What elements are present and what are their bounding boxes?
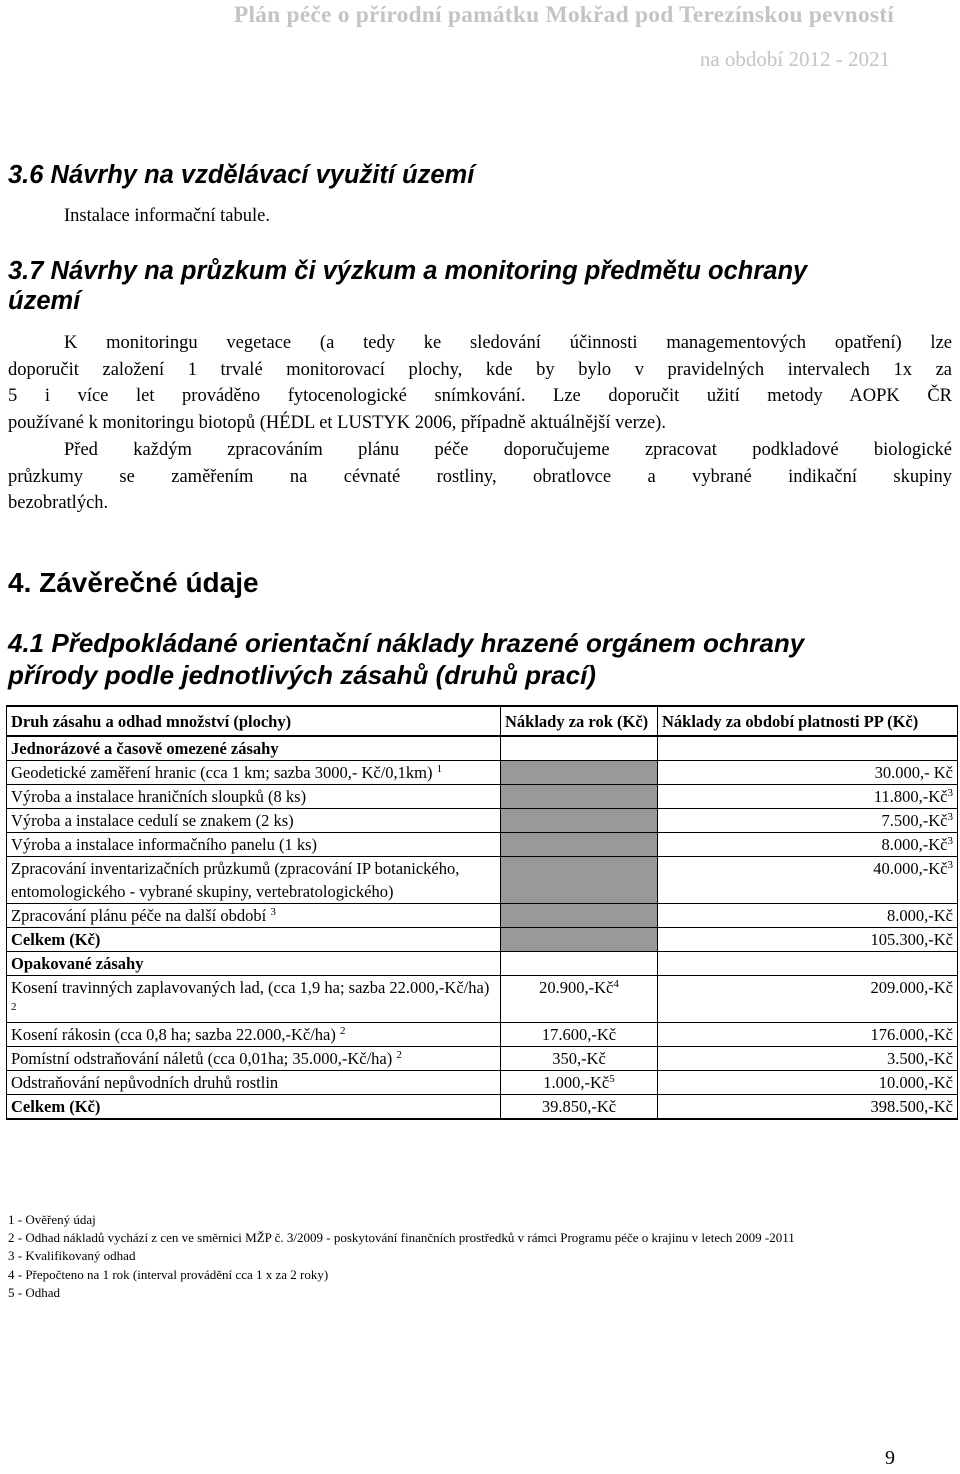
- period-cost: 176.000,-Kč: [870, 1025, 953, 1044]
- activity-name: Výroba a instalace hraničních sloupků (8 ks): [11, 787, 307, 806]
- table-row: [7, 809, 958, 833]
- footnote-ref: 3: [947, 787, 953, 799]
- annual-cost-cell: [501, 1071, 658, 1095]
- page-number: 9: [885, 1447, 895, 1469]
- table-row: [7, 833, 958, 857]
- period-cost-cell: [658, 1047, 958, 1071]
- footnote-ref: 3: [947, 835, 953, 847]
- table-total-row: [7, 928, 958, 952]
- table-row: [7, 1071, 958, 1095]
- activity-name: Kosení travinných zaplavovaných lad, (cca 1,9 ha; sazba 22.000,-Kč/ha): [11, 978, 490, 997]
- footnote-ref: 4: [613, 978, 619, 990]
- footnote-ref: 3: [947, 859, 953, 871]
- annual-cost: 350,-Kč: [552, 1049, 606, 1068]
- group-title: Opakované zásahy: [7, 952, 501, 976]
- activity-name: Pomístní odstraňování náletů (cca 0,01ha; 35.000,-Kč/ha): [11, 1049, 393, 1068]
- paragraph-line: 5 i více let prováděno fytocenologické snímkování. Lze doporučit užití metody AOPK ČR: [8, 386, 952, 406]
- annual-cost: 17.600,-Kč: [541, 1025, 617, 1044]
- activity-cell: [7, 761, 501, 785]
- total-annual-cost: 39.850,-Kč: [501, 1095, 658, 1120]
- period-cost-cell: [658, 1071, 958, 1095]
- period-cost: 30.000,- Kč: [874, 763, 953, 782]
- activity-name: Kosení rákosin (cca 0,8 ha; sazba 22.000,-Kč/ha): [11, 1025, 336, 1044]
- activity-name: Výroba a instalace informačního panelu (1 ks): [11, 835, 318, 854]
- activity-cell: [7, 785, 501, 809]
- section-3-7-paragraph-2: [8, 437, 952, 517]
- activity-cell: [7, 1023, 501, 1047]
- paragraph-line: používané k monitoringu biotopů (HÉDL et LUSTYK 2006, případně aktuálnější verze).: [8, 412, 666, 433]
- footnote-ref: 1: [436, 763, 443, 775]
- document-header-title: Plán péče o přírodní památku Mokřad pod Terezínskou pevností: [233, 2, 894, 28]
- annual-cost-cell-na: [501, 928, 658, 952]
- period-cost: 11.800,-Kč: [873, 787, 948, 806]
- annual-cost-cell-na: [501, 857, 658, 904]
- annual-cost-cell-na: [501, 904, 658, 928]
- section-3-7-heading-line2: území: [8, 287, 81, 315]
- period-cost-cell: [658, 761, 958, 785]
- footnote-ref: 2: [339, 1025, 346, 1037]
- table-cell-empty: [501, 952, 658, 976]
- column-header-activity: Druh zásahu a odhad množství (plochy): [7, 706, 501, 736]
- footnote: 4 - Přepočteno na 1 rok (interval provádění cca 1 x za 2 roky): [8, 1266, 329, 1282]
- table-row: [7, 1023, 958, 1047]
- footnote: 2 - Odhad nákladů vychází z cen ve směrnici MŽP č. 3/2009 - poskytování finančních prostředků v rámci Programu péče o krajinu v letech 2009 -2011: [8, 1230, 795, 1246]
- period-cost-cell: [658, 785, 958, 809]
- total-label: Celkem (Kč): [7, 928, 501, 952]
- footnote-ref: 2: [396, 1049, 402, 1061]
- table-row: [7, 785, 958, 809]
- table-cell-empty: [658, 952, 958, 976]
- activity-name: Geodetické zaměření hranic (cca 1 km; sazba 3000,- Kč/0,1km): [11, 763, 433, 782]
- group-title: Jednorázové a časově omezené zásahy: [7, 736, 501, 761]
- annual-cost-cell: [501, 976, 658, 1023]
- column-header-annual-cost: Náklady za rok (Kč): [501, 706, 658, 736]
- table-row: [7, 904, 958, 928]
- period-cost: 7.500,-Kč: [881, 811, 948, 830]
- section-4-heading: 4. Závěrečné údaje: [8, 567, 259, 598]
- table-row: [7, 976, 958, 1023]
- activity-name: Odstraňování nepůvodních druhů rostlin: [11, 1073, 279, 1092]
- section-3-6-heading: 3.6 Návrhy na vzdělávací využití území: [8, 161, 475, 189]
- paragraph-line: K monitoringu vegetace (a tedy ke sledování účinnosti managementových opatření) lze: [64, 333, 952, 353]
- footnote-ref: 3: [947, 811, 953, 823]
- annual-cost-cell: [501, 1023, 658, 1047]
- activity-name: Zpracování plánu péče na další období: [11, 906, 267, 925]
- annual-cost-cell-na: [501, 761, 658, 785]
- paragraph-line: Před každým zpracováním plánu péče doporučujeme zpracovat podkladové biologické: [64, 440, 952, 460]
- activity-name: Výroba a instalace cedulí se znakem (2 ks): [11, 811, 294, 830]
- document-header-period: na období 2012 - 2021: [699, 47, 890, 71]
- activity-cell: [7, 809, 501, 833]
- table-row: [7, 857, 958, 904]
- period-cost: 3.500,-Kč: [887, 1049, 953, 1068]
- table-header-row: [7, 706, 958, 736]
- paragraph-line: průzkumy se zaměřením na cévnaté rostliny, obratlovce a vybrané indikační skupiny: [8, 466, 952, 487]
- annual-cost-cell-na: [501, 809, 658, 833]
- activity-name: Zpracování inventarizačních průzkumů (zpracování IP botanického, entomologického - vybrané skupiny, vertebratologického): [11, 859, 460, 901]
- period-cost: 209.000,-Kč: [870, 978, 953, 997]
- footnote: 3 - Kvalifikovaný odhad: [8, 1248, 136, 1264]
- annual-cost: 1.000,-Kč: [543, 1073, 610, 1092]
- section-4-1-heading-line1: 4.1 Předpokládané orientační náklady hrazené orgánem ochrany: [8, 628, 805, 658]
- activity-cell: [7, 833, 501, 857]
- activity-cell: [7, 1071, 501, 1095]
- period-cost-cell: [658, 857, 958, 904]
- footnote: 1 - Ověřený údaj: [8, 1212, 96, 1227]
- annual-cost-cell: [501, 1047, 658, 1071]
- period-cost: 8.000,-Kč: [881, 835, 948, 854]
- paragraph-line: bezobratlých.: [8, 493, 109, 513]
- section-4-1-heading-line2: přírody podle jednotlivých zásahů (druhů prací): [8, 660, 596, 690]
- table-cell-empty: [501, 736, 658, 761]
- footnote-ref: 2: [11, 1001, 17, 1013]
- total-period-cost: 105.300,-Kč: [658, 928, 958, 952]
- period-cost-cell: [658, 809, 958, 833]
- paragraph-line: doporučit založení 1 trvalé monitorovací plochy, kde by bylo v pravidelných intervalech 1x za: [8, 359, 952, 380]
- annual-cost-cell-na: [501, 785, 658, 809]
- footnotes: [8, 1211, 908, 1302]
- activity-cell: [7, 1047, 501, 1071]
- period-cost-cell: [658, 976, 958, 1023]
- total-label: Celkem (Kč): [7, 1095, 501, 1120]
- table-row: [7, 761, 958, 785]
- period-cost-cell: [658, 904, 958, 928]
- table-total-row: [7, 1095, 958, 1120]
- period-cost-cell: [658, 1023, 958, 1047]
- total-period-cost: 398.500,-Kč: [658, 1095, 958, 1120]
- section-3-6-text: Instalace informační tabule.: [64, 206, 270, 226]
- footnote: 5 - Odhad: [8, 1284, 60, 1300]
- section-3-7-paragraph-1: [8, 330, 952, 436]
- activity-cell: [7, 976, 501, 1023]
- activity-cell: [7, 857, 501, 904]
- period-cost: 8.000,-Kč: [887, 906, 953, 925]
- footnote-ref: 3: [270, 906, 276, 918]
- annual-cost: 20.900,-Kč: [539, 978, 614, 997]
- table-group-row: [7, 736, 958, 761]
- section-3-7-heading-line1: 3.7 Návrhy na průzkum či výzkum a monitoring předmětu ochrany: [8, 257, 808, 285]
- table-group-row: [7, 952, 958, 976]
- period-cost: 40.000,-Kč: [873, 859, 948, 878]
- table-row: [7, 1047, 958, 1071]
- period-cost-cell: [658, 833, 958, 857]
- column-header-period-cost: Náklady za období platnosti PP (Kč): [658, 706, 958, 736]
- table-cell-empty: [658, 736, 958, 761]
- costs-table: [6, 705, 958, 1120]
- footnote-ref: 5: [609, 1073, 615, 1085]
- activity-cell: [7, 904, 501, 928]
- period-cost: 10.000,-Kč: [878, 1073, 953, 1092]
- annual-cost-cell-na: [501, 833, 658, 857]
